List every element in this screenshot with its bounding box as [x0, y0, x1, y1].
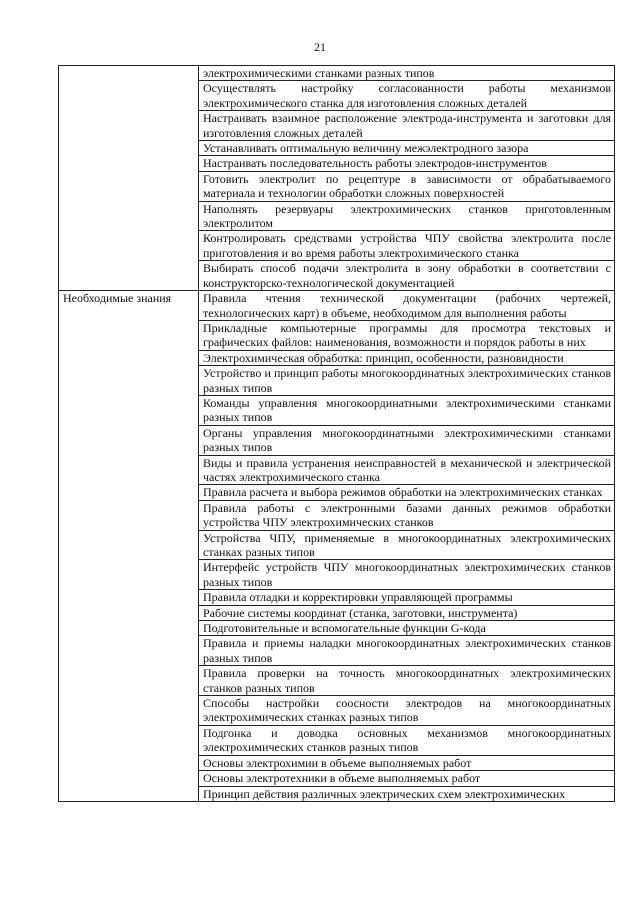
- skill-item: Устанавливать оптимальную величину межэлектродного зазора: [199, 141, 615, 156]
- knowledge-label: Необходимые знания: [59, 291, 199, 802]
- knowledge-item: Устройства ЧПУ, применяемые в многокоординатных электрохимических станках разных типов: [199, 530, 615, 560]
- skill-item: Настраивать последовательность работы электродов-инструментов: [199, 156, 615, 171]
- knowledge-item: Прикладные компьютерные программы для просмотра текстовых и графических файлов: наименования, возможности и порядок работы в них: [199, 320, 615, 350]
- skill-item: Контролировать средствами устройства ЧПУ свойства электролита после приготовления и во время работы электрохимического станка: [199, 231, 615, 261]
- skill-item: Наполнять резервуары электрохимических станков приготовленным электролитом: [199, 201, 615, 231]
- page-number: 21: [314, 40, 326, 54]
- knowledge-item: Способы настройки соосности электродов на многокоординатных электрохимических станках разных типов: [199, 696, 615, 726]
- standard-table: [58, 65, 615, 802]
- knowledge-item: Команды управления многокоординатными электрохимическими станками разных типов: [199, 395, 615, 425]
- knowledge-item: Правила проверки на точность многокоординатных электрохимических станков разных типов: [199, 666, 615, 696]
- skills-label-cell: [59, 66, 199, 291]
- knowledge-item: Правила работы с электронными базами данных режимов обработки устройства ЧПУ электрохимических станков: [199, 500, 615, 530]
- knowledge-item: Органы управления многокоординатными электрохимическими станками разных типов: [199, 425, 615, 455]
- knowledge-item: Правила расчета и выбора режимов обработки на электрохимических станках: [199, 485, 615, 500]
- skill-item: Готовить электролит по рецептуре в зависимости от обрабатываемого материала и технологии обработки сложных поверхностей: [199, 171, 615, 201]
- knowledge-item: Виды и правила устранения неисправностей в механической и электрической частях электрохимического станка: [199, 455, 615, 485]
- table-row: [59, 66, 615, 81]
- knowledge-item: Интерфейс устройств ЧПУ многокоординатных электрохимических станков разных типов: [199, 560, 615, 590]
- knowledge-item: Подгонка и доводка основных механизмов многокоординатных электрохимических станков разных типов: [199, 725, 615, 755]
- table-body: [59, 66, 615, 802]
- knowledge-item: Основы электрохимии в объеме выполняемых работ: [199, 755, 615, 770]
- skill-item: Осуществлять настройку согласованности работы механизмов электрохимического станка для изготовления сложных деталей: [199, 81, 615, 111]
- knowledge-item: Электрохимическая обработка: принцип, особенности, разновидности: [199, 350, 615, 365]
- knowledge-item: Основы электротехники в объеме выполняемых работ: [199, 771, 615, 786]
- knowledge-item: Принцип действия различных электрических схем электрохимических: [199, 786, 615, 801]
- skill-item: Выбирать способ подачи электролита в зону обработки в соответствии с конструкторско-технологической документацией: [199, 261, 615, 291]
- knowledge-item: Подготовительные и вспомогательные функции G-кода: [199, 621, 615, 636]
- knowledge-item: Правила отладки и корректировки управляющей программы: [199, 590, 615, 605]
- skill-item: Настраивать взаимное расположение электрода-инструмента и заготовки для изготовления сложных деталей: [199, 111, 615, 141]
- knowledge-item: Устройство и принцип работы многокоординатных электрохимических станков разных типов: [199, 366, 615, 396]
- knowledge-item: Правила и приемы наладки многокоординатных электрохимических станков разных типов: [199, 636, 615, 666]
- table-row: [59, 291, 615, 321]
- knowledge-item: Рабочие системы координат (станка, заготовки, инструмента): [199, 605, 615, 620]
- knowledge-item: Правила чтения технической документации (рабочих чертежей, технологических карт) в объеме, необходимом для выполнения работы: [199, 291, 615, 321]
- skill-item: электрохимическими станками разных типов: [199, 66, 615, 81]
